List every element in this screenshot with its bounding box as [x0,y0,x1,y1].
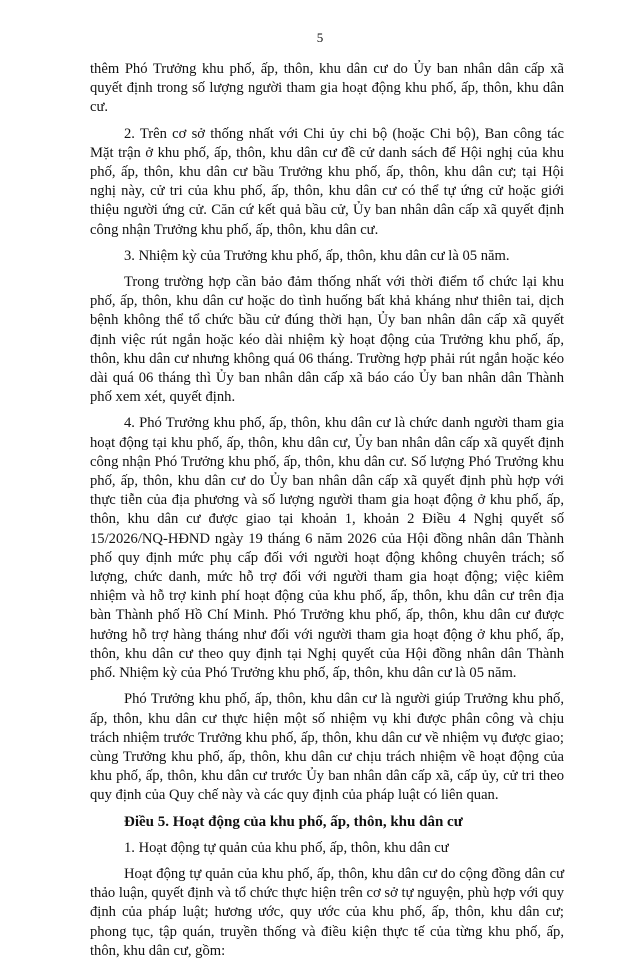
article-5-heading: Điều 5. Hoạt động của khu phố, ấp, thôn, khu dân cư [124,813,463,830]
paragraph-term-adjustment: Trong trường hợp cần bảo đảm thống nhất với thời điểm tổ chức lại khu phố, ấp, thôn, khu dân cư hoặc do tình huống bất khả kháng như thiên tai, dịch bệnh không thể tổ chức bầu cử đúng thời hạn, Ủy ban nhân dân cấp xã quyết định việc rút ngắn hoặc kéo dài nhiệm kỳ hoạt động của Trưởng khu phố, ấp, thôn, khu dân cư nhưng không quá 06 tháng. Trường hợp phải rút ngắn hoặc kéo dài quá 06 tháng thì Ủy ban nhân dân cấp xã báo cáo Ủy ban nhân dân Thành phố xem xét, quyết định. [90,274,564,406]
document-body [90,60,564,968]
paragraph-clause-2: 2. Trên cơ sở thống nhất với Chi ủy chi bộ (hoặc Chi bộ), Ban công tác Mặt trận ở khu phố, ấp, thôn, khu dân cư đề cử danh sách để Hội nghị của khu phố, ấp, thôn, khu dân cư bầu Trưởng khu phố, ấp, thôn, khu dân cư; tại Hội nghị này, cử tri của khu phố, ấp, thôn, khu dân cư có thể tự ứng cử hoặc giới thiệu người ứng cử. Căn cứ kết quả bầu cử, Ủy ban nhân dân cấp xã quyết định công nhận Trưởng khu phố, ấp, thôn, khu dân cư. [90,125,564,238]
paragraph-continuation: thêm Phó Trưởng khu phố, ấp, thôn, khu dân cư do Ủy ban nhân dân cấp xã quyết định trong số lượng người tham gia hoạt động khu phố, ấp, thôn, khu dân cư. [90,61,564,116]
paragraph-self-governance: Hoạt động tự quản của khu phố, ấp, thôn, khu dân cư do cộng đồng dân cư thảo luận, quyết định và tổ chức thực hiện trên cơ sở tự nguyện, phù hợp với quy định của pháp luật; hương ước, quy ước của khu phố, ấp, thôn, khu dân cư; phong tục, tập quán, truyền thống và điều kiện thực tế của từng khu phố, ấp, thôn, khu dân cư, gồm: [90,865,564,959]
paragraph-clause-3: 3. Nhiệm kỳ của Trưởng khu phố, ấp, thôn, khu dân cư là 05 năm. [124,247,510,264]
paragraph-clause-4: 4. Phó Trưởng khu phố, ấp, thôn, khu dân cư là chức danh người tham gia hoạt động tại khu phố, ấp, thôn, khu dân cư, Ủy ban nhân dân cấp xã quyết định công nhận Phó Trưởng khu phố, ấp, thôn, khu dân cư. Số lượng Phó Trưởng khu phố, ấp, thôn, khu dân cư do Ủy ban nhân dân cấp xã quyết định phù hợp với thực tiễn của địa phương và số lượng người tham gia hoạt động ở khu phố, ấp, thôn, khu dân cư được giao tại khoản 1, khoản 2 Điều 4 Nghị quyết số 15/2026/NQ-HĐND ngày 19 tháng 6 năm 2026 của Hội đồng nhân dân Thành phố quy định mức phụ cấp đối với người hoạt động không chuyên trách; số lượng, chức danh, mức hỗ trợ đối với người tham gia hoạt động; việc kiêm nhiệm và hỗ trợ kinh phí hoạt động của khu phố, ấp, thôn, khu dân cư trên địa bàn Thành phố Hồ Chí Minh. Phó Trưởng khu phố, ấp, thôn, khu dân cư được hưởng hỗ trợ hàng tháng như đối với người tham gia hoạt động ở khu phố, ấp, thôn, khu dân cư theo quy định tại Nghị quyết của Hội đồng nhân dân Thành phố. Nhiệm kỳ của Phó Trưởng khu phố, ấp, thôn, khu dân cư là 05 năm. [90,415,564,682]
paragraph-article-5-clause-1: 1. Hoạt động tự quản của khu phố, ấp, thôn, khu dân cư [124,839,449,856]
paragraph-deputy-duties: Phó Trưởng khu phố, ấp, thôn, khu dân cư là người giúp Trưởng khu phố, ấp, thôn, khu dân cư thực hiện một số nhiệm vụ khi được phân công và chịu trách nhiệm trước Trưởng khu phố, ấp, thôn, khu dân cư về nhiệm vụ được giao; cùng Trưởng khu phố, ấp, thôn, khu dân cư chịu trách nhiệm về hoạt động của khu phố, ấp, thôn, khu dân cư trước Ủy ban nhân dân cấp xã, cấp ủy, cử tri theo quy định của Quy chế này và các quy định của pháp luật có liên quan. [90,691,564,804]
page-number: 5 [316,30,324,45]
